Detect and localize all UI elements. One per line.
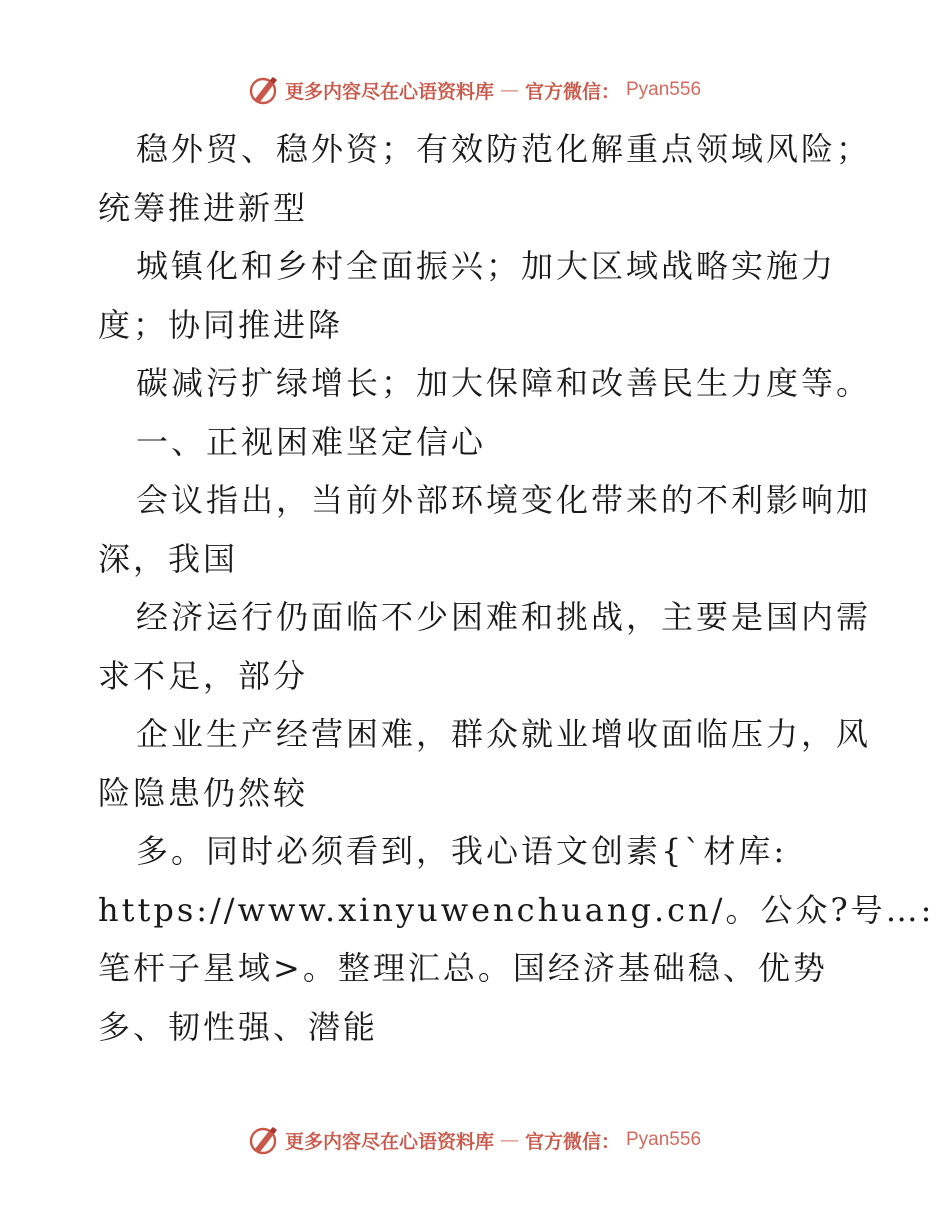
text-line: 笔杆子星域>。整理汇总。国经济基础稳、优势 bbox=[98, 949, 828, 987]
watermark-banner bbox=[249, 1125, 701, 1155]
document-body bbox=[98, 120, 935, 1056]
text-line: 度；协同推进降 bbox=[98, 305, 344, 344]
text-line: 统筹推进新型 bbox=[98, 188, 309, 227]
text-line: 企业生产经营困难，群众就业增收面临压力，风 bbox=[136, 715, 872, 753]
header-watermark bbox=[0, 70, 950, 110]
text-line: 稳外贸、稳外资；有效防范化解重点领域风险； bbox=[136, 130, 872, 168]
pen-nib-logo-icon bbox=[249, 1125, 279, 1155]
watermark-text: 更多内容尽在心语资料库 bbox=[284, 1130, 494, 1153]
watermark-label: 官方微信： bbox=[524, 1130, 620, 1153]
footer-watermark bbox=[0, 1120, 950, 1160]
pen-nib-logo-icon bbox=[249, 75, 279, 105]
text-line: 一、正视困难坚定信心 bbox=[136, 422, 487, 461]
text-line: 多。同时必须看到，我心语文创素{`材库: bbox=[136, 832, 788, 870]
text-line: 会议指出，当前外部环境变化带来的不利影响加 bbox=[136, 481, 872, 519]
text-line: 求不足，部分 bbox=[98, 656, 309, 695]
watermark-label: 官方微信： bbox=[524, 80, 620, 103]
text-line: 碳减污扩绿增长；加大保障和改善民生力度等。 bbox=[136, 364, 872, 402]
text-line: 深，我国 bbox=[98, 539, 239, 578]
watermark-separator: — bbox=[499, 1129, 519, 1151]
text-line: https://www.xinyuwenchuang.cn/。公众?号…: bbox=[98, 890, 935, 929]
text-line: 险隐患仍然较 bbox=[98, 773, 309, 812]
text-line: 经济运行仍面临不少困难和挑战，主要是国内需 bbox=[136, 598, 872, 636]
text-line: 城镇化和乡村全面振兴；加大区域战略实施力 bbox=[136, 247, 837, 285]
text-line: 多、韧性强、潜能 bbox=[98, 1007, 379, 1046]
watermark-text: 更多内容尽在心语资料库 bbox=[284, 80, 494, 103]
watermark-separator: — bbox=[499, 79, 519, 101]
watermark-wechat-id: Pyan556 bbox=[626, 79, 702, 100]
watermark-banner bbox=[249, 75, 701, 105]
watermark-wechat-id: Pyan556 bbox=[626, 1129, 702, 1150]
